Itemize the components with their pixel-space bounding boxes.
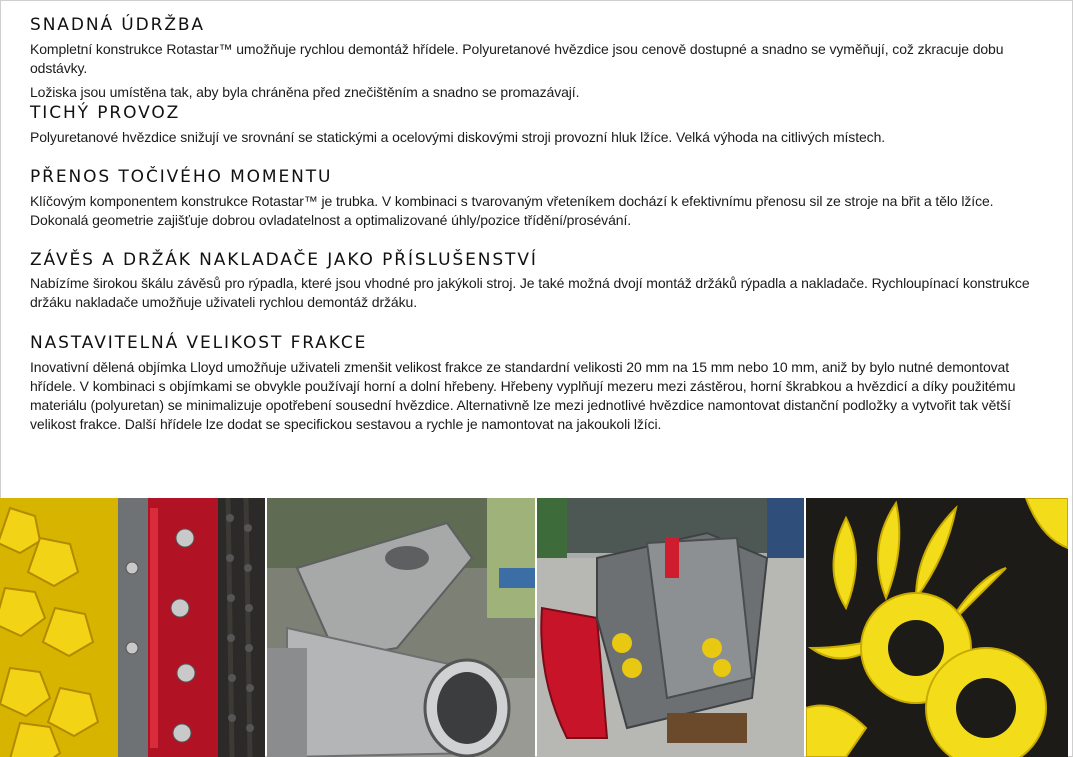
photo-bucket-with-hitch bbox=[537, 498, 805, 757]
section-heading: SNADNÁ ÚDRŽBA bbox=[30, 15, 205, 35]
section-torque-transfer bbox=[30, 166, 1045, 230]
photo-star-shaft-chain-drive bbox=[0, 498, 265, 757]
photo-strip bbox=[0, 498, 1068, 757]
section-paragraph: Klíčovým komponentem konstrukce Rotastar™ je trubka. V kombinaci s tvarovaným vřeteníkem dochází k efektivnímu přenosu sil ze stroje na břit a tělo lžíce. Dokonalá geometrie zajišťuje dobrou ovladatelnost a optimalizované úhly/pozice třídění/prosévání. bbox=[30, 193, 994, 228]
photo-polyurethane-stars-closeup bbox=[806, 498, 1068, 757]
section-easy-maintenance bbox=[30, 14, 1045, 102]
section-quiet-operation bbox=[30, 102, 1045, 147]
section-heading: ZÁVĚS A DRŽÁK NAKLADAČE JAKO PŘÍSLUŠENSTVÍ bbox=[30, 250, 538, 270]
section-paragraph: Polyuretanové hvězdice snižují ve srovnání se statickými a ocelovými diskovými stroji provozní hluk lžíce. Velká výhoda na citlivých místech. bbox=[30, 129, 886, 145]
section-heading: NASTAVITELNÁ VELIKOST FRAKCE bbox=[30, 333, 368, 353]
photo-steel-tube-headstock bbox=[267, 498, 535, 757]
section-paragraph: Inovativní dělená objímka Lloyd umožňuje uživateli zmenšit velikost frakce ze standardní velikosti 20 mm na 15 mm nebo 10 mm, aniž by bylo nutné demontovat hřídele. V kombinaci s objímkami se obvykle používají horní a dolní hřebeny. Hřebeny vyplňují mezeru mezi zástěrou, horní škrabkou a hvězdicí a díky použitému materiálu (polyuretan) se minimalizuje opotřebení sousední hvězdice. Alternativně lze mezi jednotlivé hvězdice namontovat distanční podložky a vytvořit tak větší velikost frakce. Další hřídele lze dodat se specifickou sestavou a rychle je namontovat na jakoukoli lžíci. bbox=[30, 359, 1016, 432]
section-paragraph: Kompletní konstrukce Rotastar™ umožňuje rychlou demontáž hřídele. Polyuretanové hvězdice jsou cenově dostupné a snadno se vyměňují, což zkracuje dobu odstávky. bbox=[30, 41, 1004, 76]
section-paragraph: Ložiska jsou umístěna tak, aby byla chráněna před znečištěním a snadno se promazávají. bbox=[30, 84, 580, 100]
section-adjustable-fraction-size bbox=[30, 332, 1045, 434]
section-heading: TICHÝ PROVOZ bbox=[30, 103, 181, 123]
section-paragraph: Nabízíme širokou škálu závěsů pro rýpadla, které jsou vhodné pro jakýkoli stroj. Je také možná dvojí montáž držáků rýpadla a nakladače. Rychloupínací konstrukce držáku nakladače umožňuje uživateli rychlou demontáž držáku. bbox=[30, 275, 1030, 310]
document-body bbox=[30, 14, 1045, 434]
section-heading: PŘENOS TOČIVÉHO MOMENTU bbox=[30, 167, 333, 187]
section-hitch-and-loader-bracket bbox=[30, 249, 1045, 312]
